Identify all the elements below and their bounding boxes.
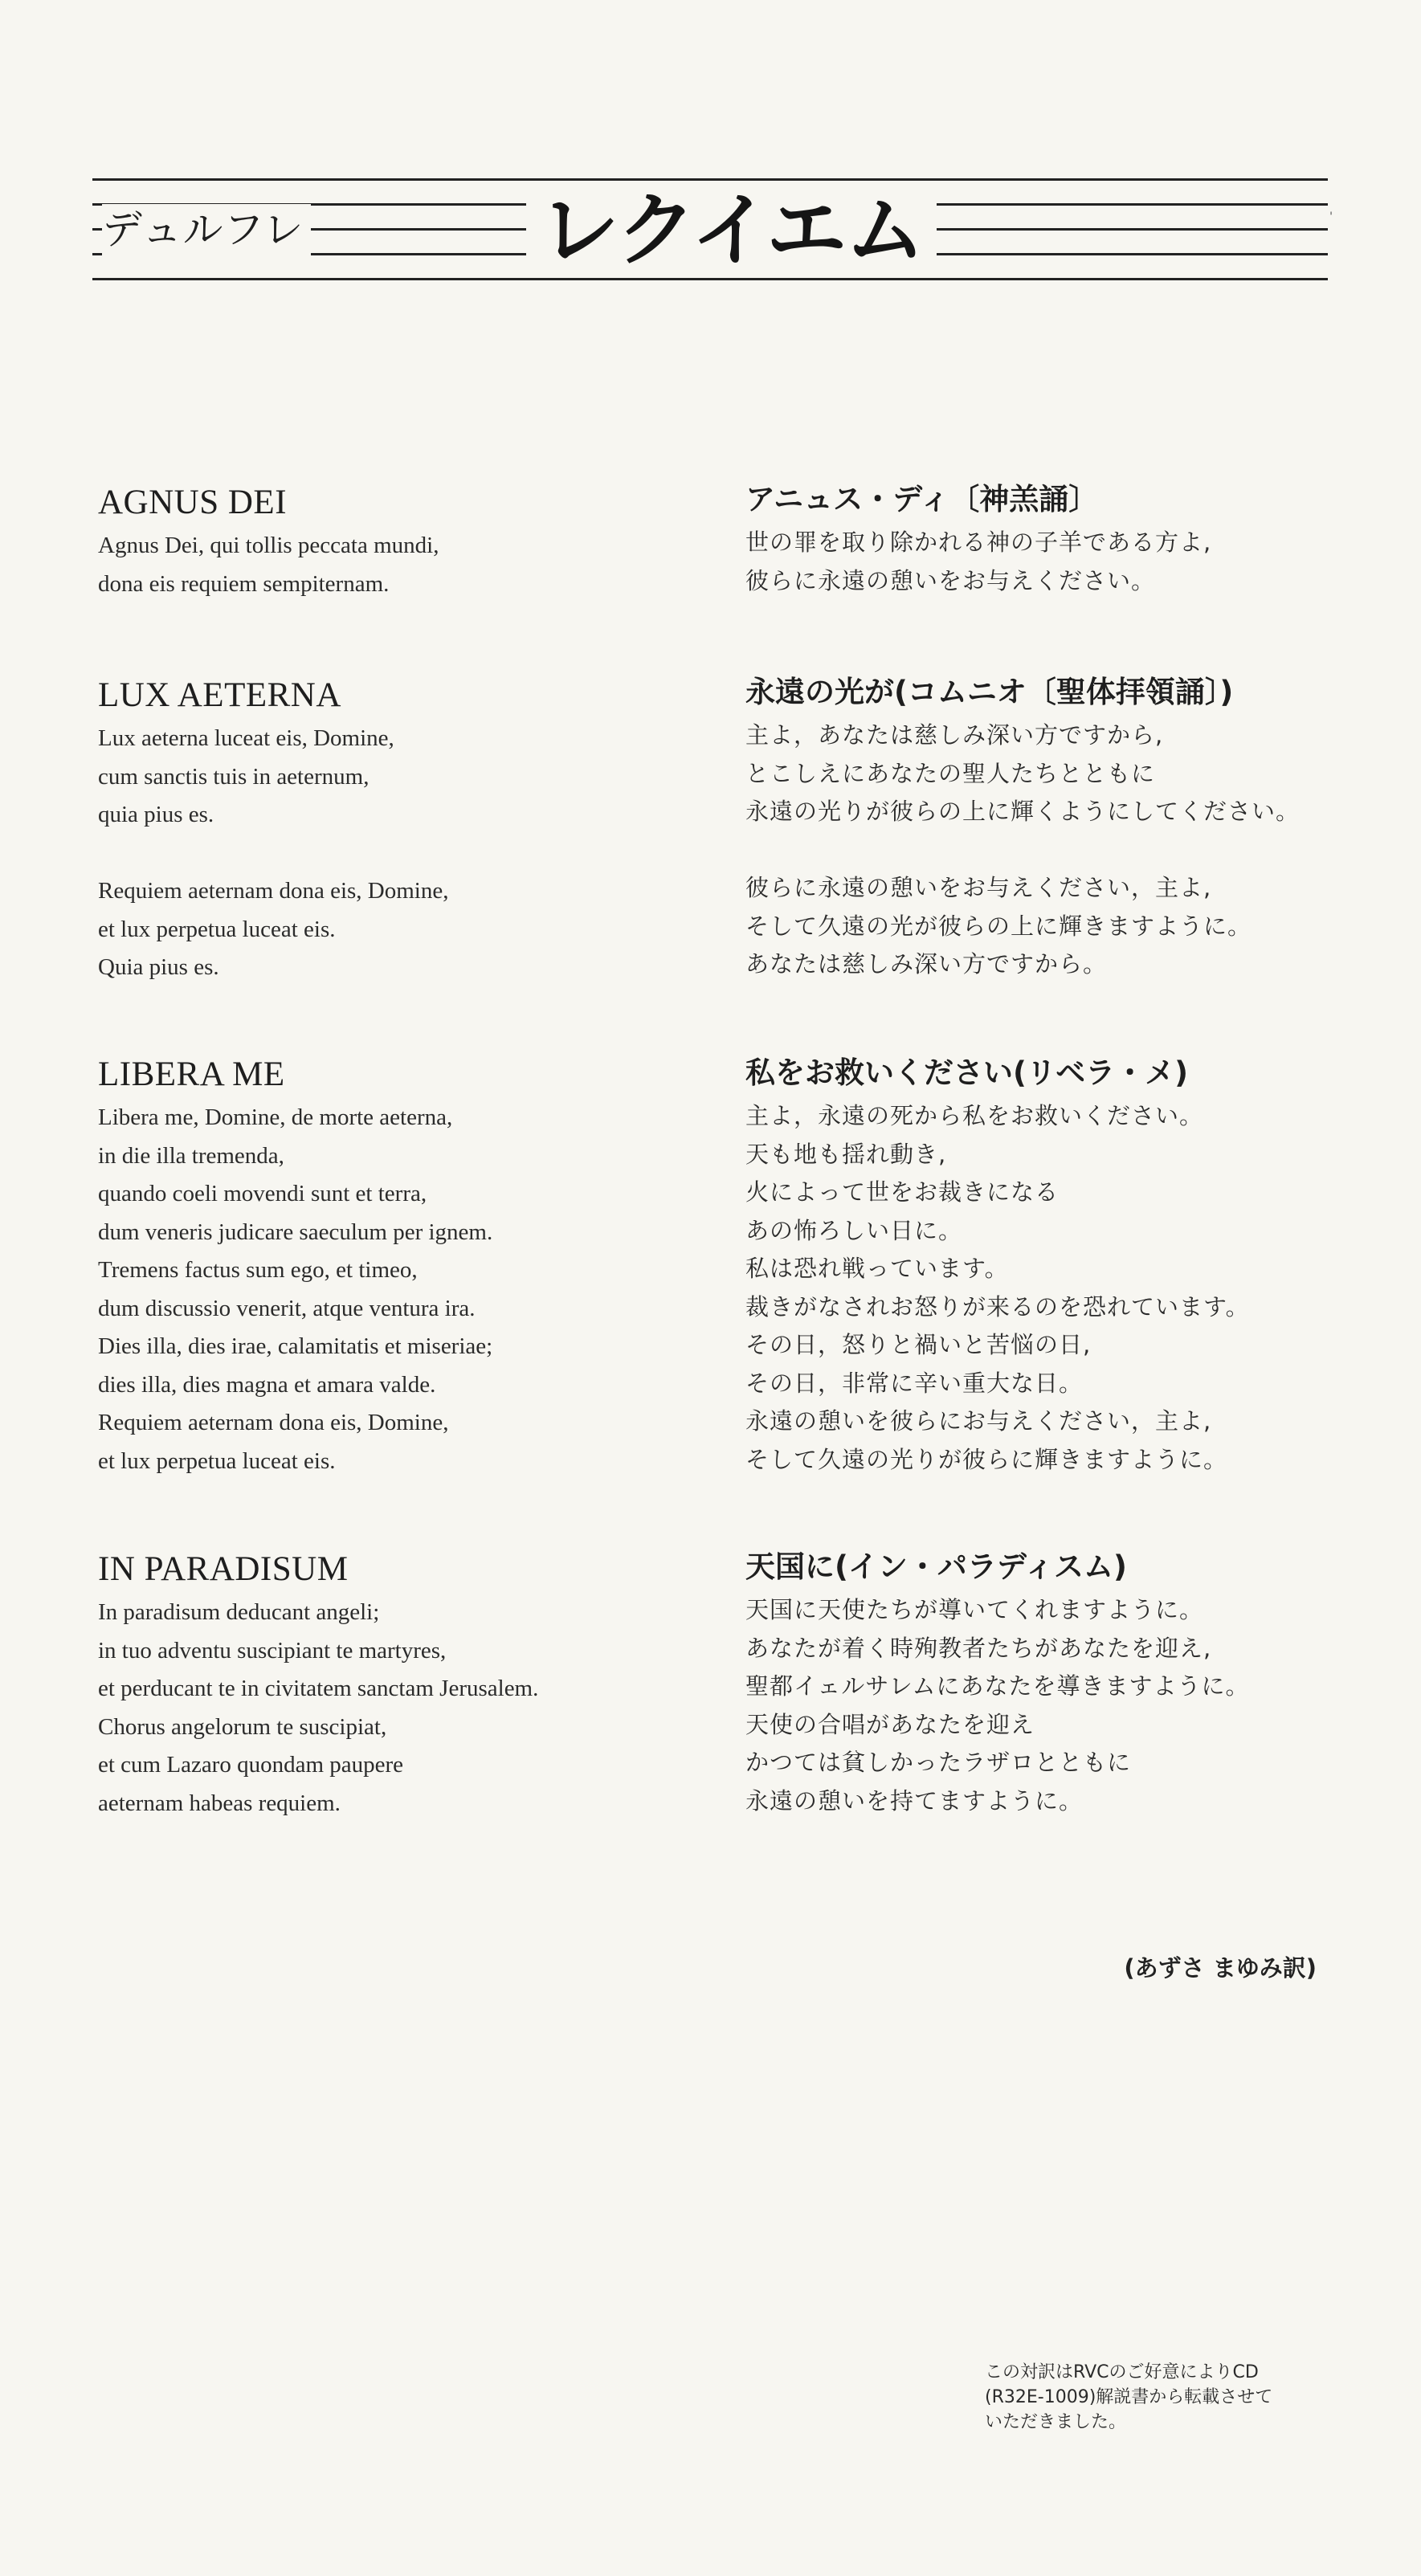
section-in-paradisum-latin bbox=[98, 1549, 660, 1823]
section-agnus-dei-japanese bbox=[745, 479, 1340, 600]
japanese-line: 永遠の憩いを持てますように。 bbox=[745, 1786, 1084, 1815]
latin-line: dum veneris judicare saeculum per ignem. bbox=[98, 1219, 493, 1245]
section-heading-latin: IN PARADISUM bbox=[98, 1550, 349, 1588]
translator-credit: (あずさ まゆみ訳) bbox=[1124, 1954, 1317, 1982]
latin-line: aeternam habeas requiem. bbox=[98, 1790, 341, 1816]
latin-line: Quia pius es. bbox=[98, 954, 219, 980]
credit-line: いただきました。 bbox=[985, 2412, 1127, 2432]
section-heading-japanese: 私をお救いください(リベラ・メ) bbox=[745, 1055, 1189, 1090]
latin-line: et perducant te in civitatem sanctam Jerusalem. bbox=[98, 1676, 539, 1701]
latin-line: in tuo adventu suscipiant te martyres, bbox=[98, 1637, 447, 1664]
latin-line: cum sanctis tuis in aeternum, bbox=[98, 763, 370, 790]
japanese-line: 世の罪を取り除かれる神の子羊である方よ, bbox=[745, 529, 1212, 556]
section-libera-me-japanese bbox=[745, 1052, 1340, 1479]
section-agnus-dei-latin bbox=[98, 482, 660, 603]
section-heading-japanese: アニュス・ディ〔神羔誦〕 bbox=[745, 482, 1099, 516]
latin-line: In paradisum deducant angeli; bbox=[98, 1599, 380, 1625]
latin-line: Lux aeterna luceat eis, Domine, bbox=[98, 725, 394, 751]
latin-line: Libera me, Domine, de morte aeterna, bbox=[98, 1104, 453, 1130]
japanese-line: 永遠の光りが彼らの上に輝くようにしてください。 bbox=[745, 798, 1301, 825]
japanese-line: 彼らに永遠の憩いをお与えください。 bbox=[745, 566, 1156, 594]
section-lux-aeterna-japanese bbox=[745, 672, 1340, 984]
japanese-line: あの怖ろしい日に。 bbox=[745, 1216, 963, 1244]
japanese-line: 永遠の憩いを彼らにお与えください，主よ, bbox=[745, 1407, 1212, 1435]
japanese-line: その日，怒りと禍いと苦悩の日, bbox=[745, 1331, 1092, 1358]
latin-line: dona eis requiem sempiternam. bbox=[98, 570, 390, 597]
japanese-line: その日，非常に辛い重大な日。 bbox=[745, 1369, 1084, 1397]
header-mark: ' bbox=[1329, 210, 1333, 223]
japanese-line: 裁きがなされお怒りが来るのを恐れています。 bbox=[745, 1292, 1250, 1321]
reprint-credit bbox=[985, 2360, 1338, 2435]
section-heading-latin: AGNUS DEI bbox=[98, 484, 288, 521]
japanese-line: 主よ，永遠の死から私をお救いください。 bbox=[745, 1102, 1204, 1129]
section-heading-latin: LUX AETERNA bbox=[98, 676, 341, 714]
title-header bbox=[92, 178, 1333, 281]
page-title: レクイエム bbox=[526, 186, 937, 275]
credit-line: (R32E-1009)解説書から転載させて bbox=[985, 2387, 1273, 2407]
japanese-line: 聖都イェルサレムにあなたを導きますように。 bbox=[745, 1672, 1250, 1700]
staff-line bbox=[92, 178, 1328, 181]
japanese-line: かつては貧しかったラザロとともに bbox=[745, 1749, 1132, 1776]
japanese-line: あなたは慈しみ深い方ですから。 bbox=[745, 950, 1108, 978]
latin-line: Agnus Dei, qui tollis peccata mundi, bbox=[98, 533, 439, 558]
japanese-line: とこしえにあなたの聖人たちとともに bbox=[745, 759, 1156, 787]
japanese-line: 天使の合唱があなたを迎え bbox=[745, 1710, 1035, 1738]
latin-line: quando coeli movendi sunt et terra, bbox=[98, 1181, 427, 1206]
japanese-line: 私は恐れ戦っています。 bbox=[745, 1255, 1009, 1282]
latin-line: quia pius es. bbox=[98, 802, 214, 827]
staff-line bbox=[92, 278, 1328, 280]
latin-line: et cum Lazaro quondam paupere bbox=[98, 1752, 404, 1778]
latin-line: in die illa tremenda, bbox=[98, 1142, 284, 1169]
latin-line: Chorus angelorum te suscipiat, bbox=[98, 1713, 387, 1740]
section-heading-japanese: 永遠の光が(コムニオ〔聖体拝領誦〕) bbox=[745, 675, 1234, 709]
japanese-line: 彼らに永遠の憩いをお与えください，主よ, bbox=[745, 874, 1212, 901]
stanza-gap bbox=[98, 835, 660, 873]
section-heading-latin: LIBERA ME bbox=[98, 1055, 285, 1093]
latin-line: Requiem aeternam dona eis, Domine, bbox=[98, 1410, 449, 1435]
latin-line: dum discussio venerit, atque ventura ira. bbox=[98, 1295, 476, 1321]
japanese-line: 天国に天使たちが導いてくれますように。 bbox=[745, 1596, 1204, 1623]
latin-line: Tremens factus sum ego, et timeo, bbox=[98, 1257, 418, 1283]
japanese-line: そして久遠の光が彼らの上に輝きますように。 bbox=[745, 912, 1252, 940]
section-libera-me-latin bbox=[98, 1054, 660, 1480]
japanese-line: そして久遠の光りが彼らに輝きますように。 bbox=[745, 1445, 1228, 1473]
japanese-line: あなたが着く時殉教者たちがあなたを迎え, bbox=[745, 1634, 1212, 1662]
latin-line: Requiem aeternam dona eis, Domine, bbox=[98, 878, 449, 904]
latin-line: Dies illa, dies irae, calamitatis et miseriae; bbox=[98, 1333, 493, 1359]
section-heading-japanese: 天国に(イン・パラディスム) bbox=[745, 1549, 1127, 1584]
latin-line: dies illa, dies magna et amara valde. bbox=[98, 1371, 436, 1398]
composer-name: デュルフレ bbox=[102, 204, 311, 255]
stanza-gap bbox=[745, 831, 1340, 870]
section-lux-aeterna-latin bbox=[98, 675, 660, 987]
japanese-line: 主よ，あなたは慈しみ深い方ですから, bbox=[745, 721, 1164, 749]
latin-line: et lux perpetua luceat eis. bbox=[98, 916, 336, 942]
japanese-line: 天も地も揺れ動き, bbox=[745, 1140, 947, 1168]
latin-line: et lux perpetua luceat eis. bbox=[98, 1447, 336, 1474]
section-in-paradisum-japanese bbox=[745, 1546, 1340, 1820]
japanese-line: 火によって世をお裁きになる bbox=[745, 1178, 1060, 1206]
credit-line: この対訳はRVCのご好意によりCD bbox=[985, 2362, 1259, 2382]
